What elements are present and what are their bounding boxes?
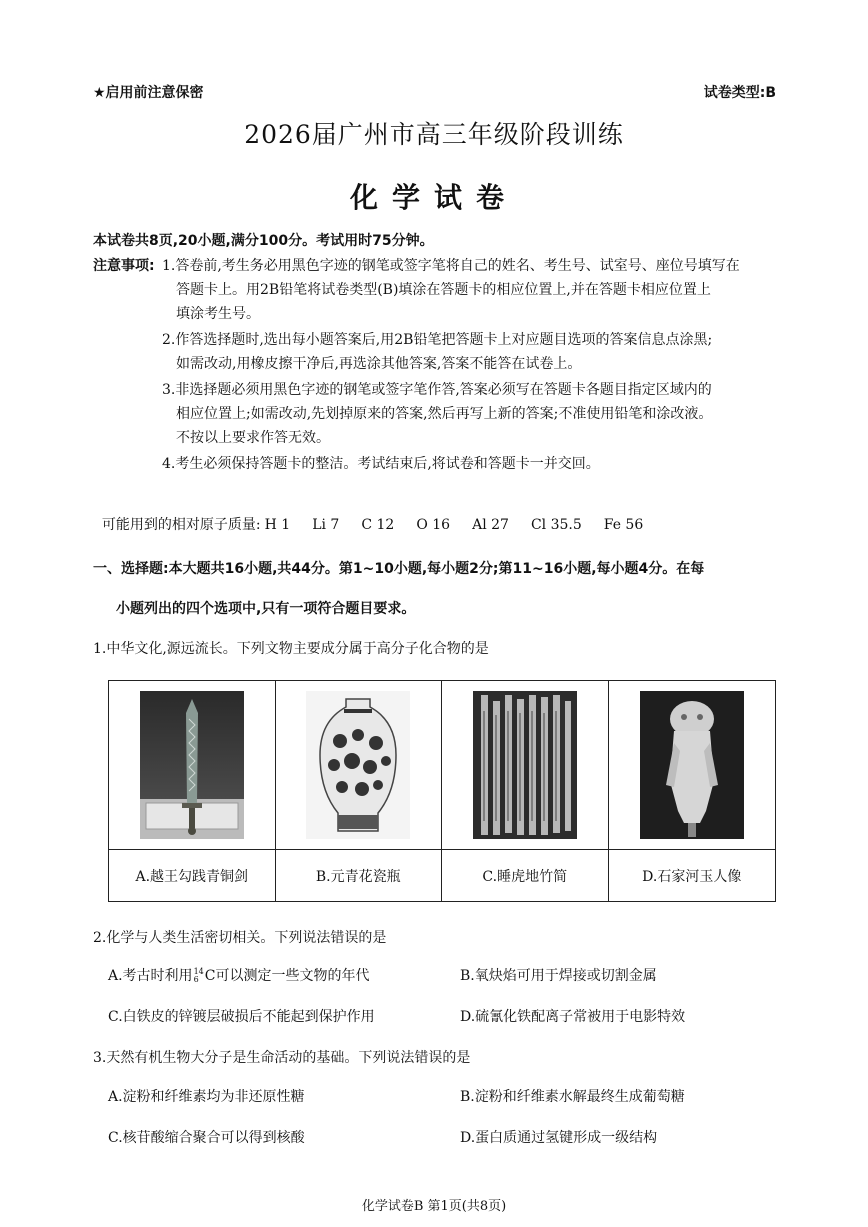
notice-line: 3.非选择题必须用黑色字迹的钢笔或签字笔作答,答案必须写在答题卡各题目指定区域内的 xyxy=(162,382,712,398)
confidential-mark: ★启用前注意保密 xyxy=(93,85,204,101)
artifact-image-cell xyxy=(109,681,276,849)
exam-title: 2026届广州市高三年级阶段训练 xyxy=(244,120,624,149)
question-2-option-a xyxy=(108,966,369,986)
question-3-option-b: B.淀粉和纤维素水解最终生成葡萄糖 xyxy=(460,1089,685,1105)
isotope-notation xyxy=(194,968,204,984)
notice-line: 填涂考生号。 xyxy=(176,306,260,322)
mass-item: H 1 xyxy=(264,517,291,533)
notice-line: 1.答卷前,考生务必用黑色字迹的钢笔或签字笔将自己的姓名、考生号、试室号、座位号填写在 xyxy=(162,258,740,274)
exam-intro: 本试卷共8页,20小题,满分100分。考试用时75分钟。 xyxy=(93,233,434,249)
question-3-option-d: D.蛋白质通过氢键形成一级结构 xyxy=(460,1130,658,1146)
bronze-sword-image xyxy=(140,691,244,839)
mass-item: Fe 56 xyxy=(603,517,644,533)
option-text: C可以测定一些文物的年代 xyxy=(204,968,370,984)
artifact-image-cell xyxy=(609,681,776,849)
notice-label: 注意事项: xyxy=(93,258,155,274)
blue-white-vase-image xyxy=(306,691,410,839)
bamboo-slips-image xyxy=(473,691,577,839)
page-footer: 化学试卷B 第1页(共8页) xyxy=(361,1199,507,1214)
notice-item-1 xyxy=(162,254,740,326)
section-heading-cont: 小题列出的四个选项中,只有一项符合题目要求。 xyxy=(116,601,416,617)
notice-line: 4.考生必须保持答题卡的整洁。考试结束后,将试卷和答题卡一并交回。 xyxy=(162,456,600,472)
question-1-stem: 1.中华文化,源远流长。下列文物主要成分属于高分子化合物的是 xyxy=(93,641,489,657)
subject-title: 化学试卷 xyxy=(349,181,518,214)
atomic-masses xyxy=(93,498,665,534)
mass-item: Cl 35.5 xyxy=(530,517,582,533)
artifact-option-b: B.元青花瓷瓶 xyxy=(276,849,443,901)
question-2-stem: 2.化学与人类生活密切相关。下列说法错误的是 xyxy=(93,930,387,946)
artifact-option-c: C.睡虎地竹简 xyxy=(442,849,609,901)
artifact-option-d: D.石家河玉人像 xyxy=(609,849,776,901)
notice-line: 不按以上要求作答无效。 xyxy=(176,430,330,446)
question-3-option-a: A.淀粉和纤维素均为非还原性糖 xyxy=(108,1089,305,1105)
question-2-option-b: B.氧炔焰可用于焊接或切割金属 xyxy=(460,968,657,984)
jade-figure-image xyxy=(640,691,744,839)
artifact-image-cell xyxy=(442,681,609,849)
paper-type: 试卷类型:B xyxy=(703,85,776,101)
notice-line: 相应位置上;如需改动,先划掉原来的答案,然后再写上新的答案;不准使用铅笔和涂改液。 xyxy=(176,406,713,422)
mass-item: Al 27 xyxy=(472,517,509,533)
notice-item-4 xyxy=(162,452,600,476)
isotope-mass-number: 14 xyxy=(193,967,204,976)
masses-label: 可能用到的相对原子质量: xyxy=(101,517,261,533)
mass-item: C 12 xyxy=(361,517,395,533)
notice-item-3 xyxy=(162,378,712,450)
mass-item: O 16 xyxy=(416,517,451,533)
notice-line: 如需改动,用橡皮擦干净后,再选涂其他答案,答案不能答在试卷上。 xyxy=(176,356,582,372)
notice-line: 2.作答选择题时,选出每小题答案后,用2B铅笔把答题卡上对应题目选项的答案信息点涂黑; xyxy=(162,332,713,348)
question-3-stem: 3.天然有机生物大分子是生命活动的基础。下列说法错误的是 xyxy=(93,1050,471,1066)
isotope-atomic-number: 6 xyxy=(193,975,199,984)
notice-item-2 xyxy=(162,328,712,376)
question-2-option-d: D.硫氰化铁配离子常被用于电影特效 xyxy=(460,1009,686,1025)
option-text: A.考古时利用 xyxy=(108,968,193,984)
section-heading: 一、选择题:本大题共16小题,共44分。第1~10小题,每小题2分;第11~16小题,每小题4分。在每 xyxy=(93,561,705,577)
question-3-option-c: C.核苷酸缩合聚合可以得到核酸 xyxy=(108,1130,305,1146)
artifact-table xyxy=(108,680,776,902)
mass-item: Li 7 xyxy=(312,517,340,533)
notice-line: 答题卡上。用2B铅笔将试卷类型(B)填涂在答题卡的相应位置上,并在答题卡相应位置上 xyxy=(176,282,711,298)
question-2-option-c: C.白铁皮的锌镀层破损后不能起到保护作用 xyxy=(108,1009,375,1025)
artifact-image-cell xyxy=(276,681,443,849)
artifact-option-a: A.越王勾践青铜剑 xyxy=(109,849,276,901)
